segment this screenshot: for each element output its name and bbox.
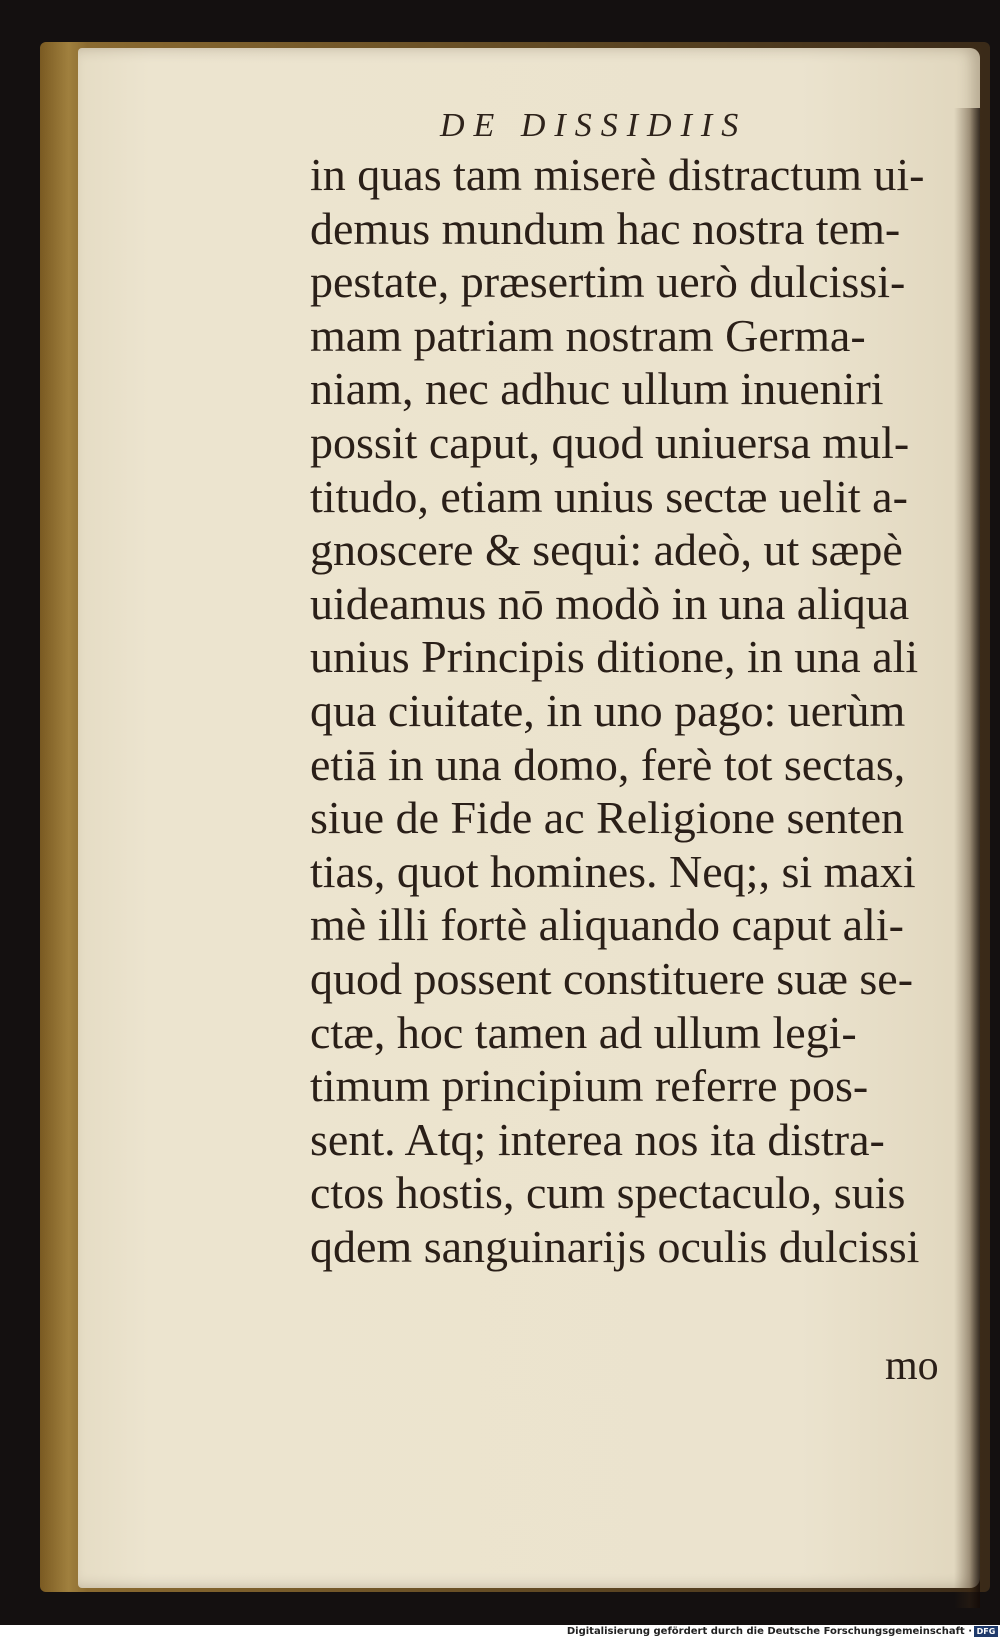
text-line: qua ciuitate, in uno pago: uerùm: [310, 684, 906, 736]
footer-bar: [0, 1625, 1000, 1638]
text-line: possit caput, quod uniuersa mul-: [310, 416, 910, 468]
text-line: uideamus nō modò in una aliqua: [310, 577, 910, 629]
text-line: niam, nec adhuc ullum inueniri: [310, 363, 884, 415]
dfg-logo: DFG: [974, 1626, 998, 1637]
text-line: gnoscere & sequi: adeò, ut sæpè: [310, 524, 903, 576]
text-line: quod possent constituere suæ se-: [310, 952, 914, 1004]
text-line: sent. Atq; interea nos ita distra-: [310, 1113, 885, 1165]
text-line: mam patriam nostram Germa-: [310, 309, 866, 361]
text-line: qdem sanguinarijs oculis dulcissi: [310, 1220, 920, 1272]
catchword: mo: [885, 1343, 939, 1389]
text-line: unius Principis ditione, in una ali: [310, 631, 919, 683]
text-line: in quas tam miserè distractum ui-: [310, 149, 925, 200]
running-head: DE DISSIDIIS: [440, 107, 748, 144]
body-text: [310, 148, 965, 1273]
text-line: timum principium referre pos-: [310, 1060, 869, 1112]
text-line: pestate, præsertim uerò dulcissi-: [310, 256, 906, 308]
text-line: demus mundum hac nostra tem-: [310, 202, 901, 254]
text-line: etiā in una domo, ferè tot sectas,: [310, 738, 906, 790]
text-line: mè illi fortè aliquando caput ali-: [310, 899, 904, 951]
text-line: siue de Fide ac Religione senten: [310, 792, 905, 844]
funding-credit: Digitalisierung gefördert durch die Deutsche Forschungsgemeinschaft ·: [566, 1626, 972, 1637]
text-line: tias, quot homines. Neq;, si maxi: [310, 845, 916, 897]
text-line: titudo, etiam unius sectæ uelit a-: [310, 470, 908, 522]
text-line: ctos hostis, cum spectaculo, suis: [310, 1167, 906, 1219]
text-line: ctæ, hoc tamen ad ullum legi-: [310, 1006, 857, 1058]
